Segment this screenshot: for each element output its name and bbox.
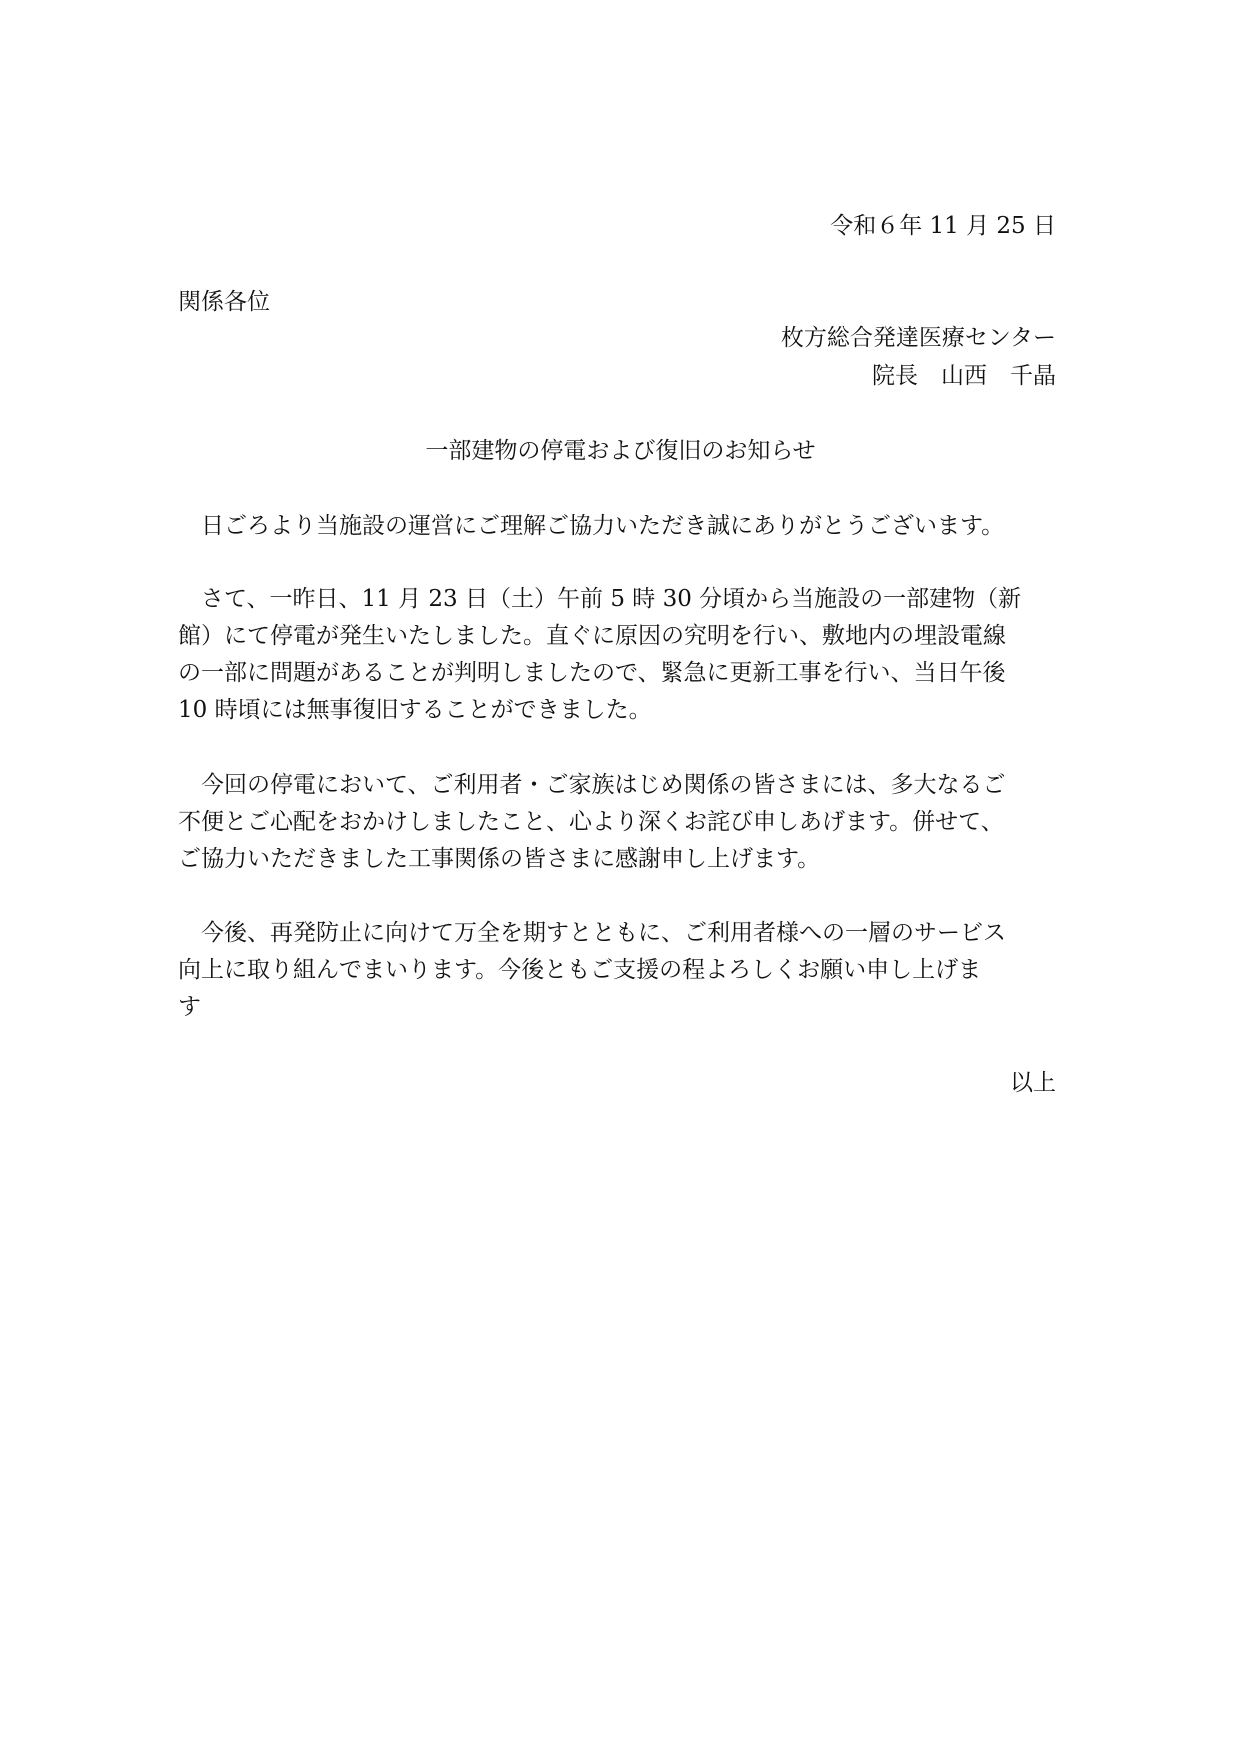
paragraph-greeting: [178, 508, 1058, 545]
paragraph-line: 館）にて停電が発生いたしました。直ぐに原因の究明を行い、敷地内の埋設電線: [178, 623, 1006, 649]
paragraph-line: 今回の停電において、ご利用者・ご家族はじめ関係の皆さまには、多大なるご: [178, 772, 1006, 798]
sender-organization: 枚方総合発達医療センター: [780, 325, 1056, 351]
paragraph-line: 向上に取り組んでまいります。今後ともご支援の程よろしくお願い申し上げま: [178, 957, 982, 983]
document-date: 令和６年 11 月 25 日: [830, 213, 1056, 239]
closing-remark: 以上: [1010, 1070, 1056, 1096]
paragraph-incident: [178, 581, 1058, 729]
sender-director: 院長 山西 千晶: [872, 363, 1056, 389]
paragraph-line: 不便とご心配をおかけしましたこと、心より深くお詫び申しあげます。併せて、: [178, 809, 1004, 835]
paragraph-line: す: [178, 994, 201, 1020]
addressee: 関係各位: [178, 289, 270, 315]
paragraph-line: 日ごろより当施設の運営にご理解ご協力いただき誠にありがとうございます。: [178, 513, 1005, 539]
paragraph-line: 10 時頃には無事復旧することができました。: [178, 697, 652, 723]
paragraph-line: さて、一昨日、11 月 23 日（土）午前 5 時 30 分頃から当施設の一部建物（新: [178, 586, 1022, 612]
paragraph-apology: [178, 767, 1058, 878]
paragraph-line: 今後、再発防止に向けて万全を期すとともに、ご利用者様への一層のサービス: [178, 920, 1006, 946]
paragraph-line: ご協力いただきました工事関係の皆さまに感謝申し上げます。: [178, 846, 821, 872]
paragraph-line: の一部に問題があることが判明しましたので、緊急に更新工事を行い、当日午後: [178, 660, 1006, 686]
paragraph-future: [178, 915, 1058, 1026]
document-title: 一部建物の停電および復旧のお知らせ: [425, 438, 816, 464]
